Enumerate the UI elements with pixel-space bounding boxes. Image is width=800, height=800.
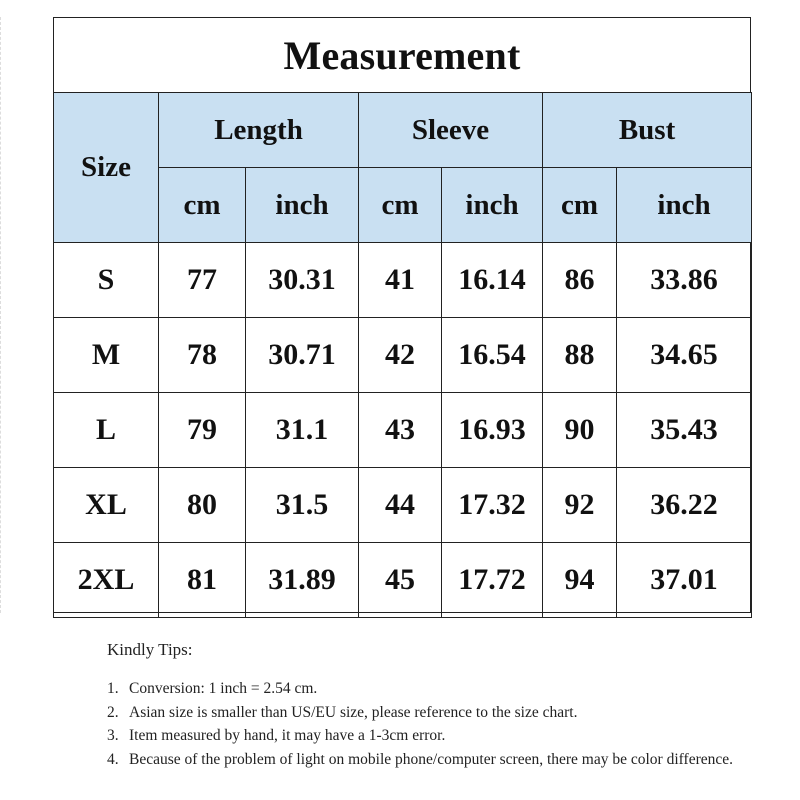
unit-header: inch bbox=[442, 168, 543, 243]
tip-item bbox=[107, 724, 747, 748]
table-row bbox=[54, 468, 752, 543]
value-cell: 44 bbox=[359, 468, 442, 543]
tip-number: 2. bbox=[107, 703, 119, 721]
tip-text: Conversion: 1 inch = 2.54 cm. bbox=[129, 680, 318, 697]
value-cell: 94 bbox=[543, 543, 617, 618]
sleeve-header: Sleeve bbox=[359, 93, 543, 168]
value-cell: 90 bbox=[543, 393, 617, 468]
kindly-tips bbox=[107, 640, 747, 771]
size-header: Size bbox=[54, 93, 159, 243]
value-cell: 42 bbox=[359, 318, 442, 393]
value-cell: 16.54 bbox=[442, 318, 543, 393]
value-cell: 41 bbox=[359, 243, 442, 318]
unit-header: cm bbox=[159, 168, 246, 243]
chart-title: Measurement bbox=[283, 32, 521, 78]
tip-number: 1. bbox=[107, 680, 119, 697]
value-cell: 16.93 bbox=[442, 393, 543, 468]
value-cell: 30.71 bbox=[246, 318, 359, 393]
value-cell: 80 bbox=[159, 468, 246, 543]
unit-header-row bbox=[54, 168, 752, 243]
value-cell: 88 bbox=[543, 318, 617, 393]
value-cell: 17.32 bbox=[442, 468, 543, 543]
value-cell: 30.31 bbox=[246, 243, 359, 318]
value-cell: 17.72 bbox=[442, 543, 543, 618]
value-cell: 16.14 bbox=[442, 243, 543, 318]
size-cell: XL bbox=[54, 468, 159, 543]
tips-list bbox=[107, 677, 747, 771]
size-cell: S bbox=[54, 243, 159, 318]
length-header: Length bbox=[159, 93, 359, 168]
table-row bbox=[54, 543, 752, 618]
tip-item bbox=[107, 701, 747, 725]
unit-header: cm bbox=[359, 168, 442, 243]
unit-header: inch bbox=[617, 168, 752, 243]
value-cell: 37.01 bbox=[617, 543, 752, 618]
tip-text: Because of the problem of light on mobile phone/computer screen, there may be color difference. bbox=[129, 750, 733, 768]
group-header-row bbox=[54, 93, 752, 168]
tip-number: 3. bbox=[107, 727, 119, 744]
table-row bbox=[54, 243, 752, 318]
value-cell: 86 bbox=[543, 243, 617, 318]
measurement-chart bbox=[53, 17, 751, 613]
unit-header: inch bbox=[246, 168, 359, 243]
value-cell: 33.86 bbox=[617, 243, 752, 318]
tip-text: Item measured by hand, it may have a 1-3cm error. bbox=[129, 727, 446, 744]
page-edge-guide bbox=[0, 17, 2, 613]
value-cell: 78 bbox=[159, 318, 246, 393]
bust-header: Bust bbox=[543, 93, 752, 168]
tip-number: 4. bbox=[107, 750, 119, 768]
value-cell: 31.5 bbox=[246, 468, 359, 543]
value-cell: 31.89 bbox=[246, 543, 359, 618]
value-cell: 77 bbox=[159, 243, 246, 318]
table-row bbox=[54, 318, 752, 393]
size-cell: M bbox=[54, 318, 159, 393]
value-cell: 81 bbox=[159, 543, 246, 618]
table-row bbox=[54, 393, 752, 468]
value-cell: 92 bbox=[543, 468, 617, 543]
tip-item bbox=[107, 748, 747, 772]
size-cell: L bbox=[54, 393, 159, 468]
value-cell: 36.22 bbox=[617, 468, 752, 543]
value-cell: 31.1 bbox=[246, 393, 359, 468]
size-cell: 2XL bbox=[54, 543, 159, 618]
value-cell: 34.65 bbox=[617, 318, 752, 393]
tip-item bbox=[107, 677, 747, 701]
value-cell: 45 bbox=[359, 543, 442, 618]
value-cell: 79 bbox=[159, 393, 246, 468]
tip-text: Asian size is smaller than US/EU size, please reference to the size chart. bbox=[129, 703, 578, 721]
value-cell: 35.43 bbox=[617, 393, 752, 468]
value-cell: 43 bbox=[359, 393, 442, 468]
unit-header: cm bbox=[543, 168, 617, 243]
size-table bbox=[53, 92, 752, 618]
tips-title: Kindly Tips: bbox=[107, 640, 193, 659]
